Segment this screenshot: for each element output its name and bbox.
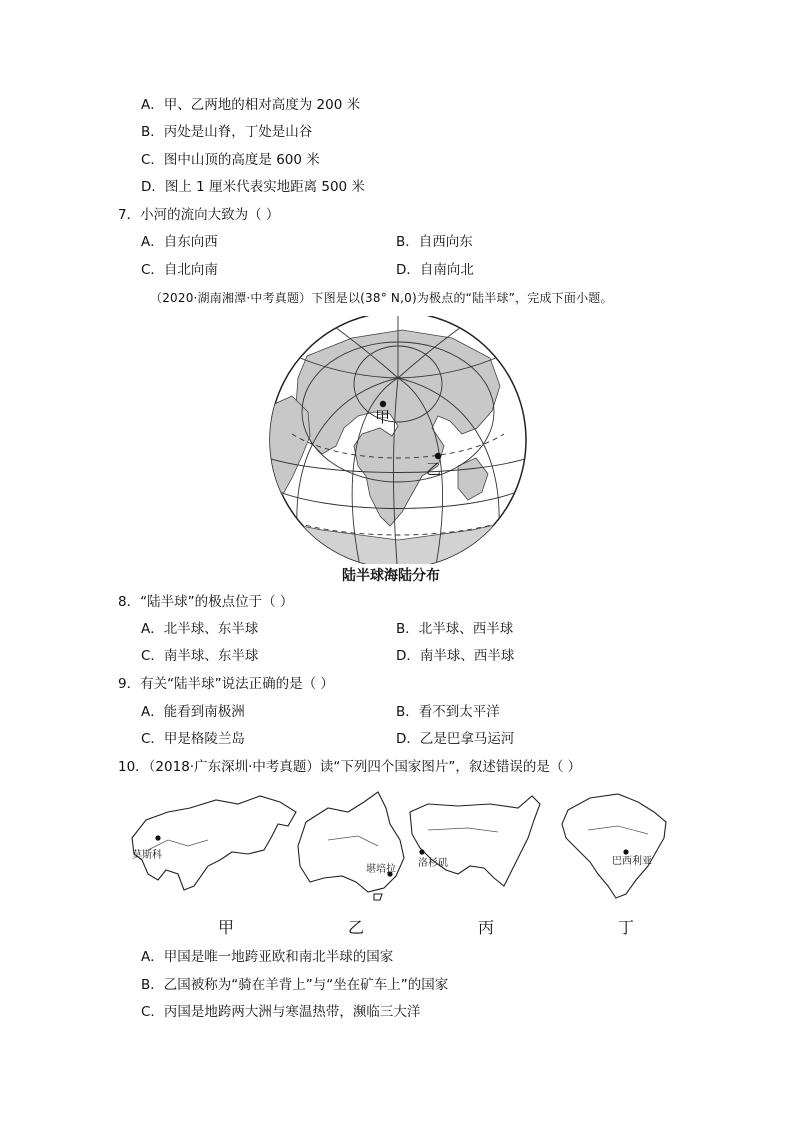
label-brasilia: 巴西利亚 <box>612 856 652 867</box>
globe-label-yi: 乙 <box>426 460 442 478</box>
q6-option-a: A．甲、乙两地的相对高度为 200 米 <box>141 97 361 113</box>
country-label-bing: 丙 <box>478 918 495 937</box>
map-australia <box>298 792 404 892</box>
q9-option-d: D．乙是巴拿马运河 <box>396 731 515 747</box>
map-russia <box>132 796 296 890</box>
q8-stem: 8．“陆半球”的极点位于（ ） <box>118 594 294 610</box>
four-country-maps <box>128 790 676 902</box>
globe-caption: 陆半球海陆分布 <box>342 568 440 584</box>
label-canberra: 堪培拉 <box>366 864 396 875</box>
q7-option-a: A．自东向西 <box>141 234 218 250</box>
city-dot-brasilia <box>623 849 628 854</box>
q10-stem: 10．（2018·广东深圳·中考真题）读“下列四个国家图片”，叙述错误的是（ ） <box>118 759 582 775</box>
q9-option-c: C．甲是格陵兰岛 <box>141 731 245 747</box>
map-brazil <box>562 794 666 898</box>
country-label-jia: 甲 <box>218 918 235 937</box>
point-jia <box>380 401 386 407</box>
q6-option-d: D．图上 1 厘米代表实地距离 500 米 <box>141 179 365 195</box>
q7-stem: 7．小河的流向大致为（ ） <box>118 207 280 223</box>
q8-option-b: B．北半球、西半球 <box>396 621 514 637</box>
country-label-yi: 乙 <box>348 918 365 937</box>
q9-option-a: A．能看到南极洲 <box>141 704 245 720</box>
q8-option-c: C．南半球、东半球 <box>141 648 259 664</box>
intro-q8-9: （2020·湖南湘潭·中考真题）下图是以(38° N,0)为极点的“陆半球”，完成下面小题。 <box>150 291 613 305</box>
q9-stem: 9．有关“陆半球”说法正确的是（ ） <box>118 676 334 692</box>
q7-option-b: B．自西向东 <box>396 234 473 250</box>
globe-label-jia: 甲 <box>375 408 391 426</box>
label-losangeles: 洛杉矶 <box>418 858 448 869</box>
q10-option-c: C．丙国是地跨两大洲与寒温热带，濒临三大洋 <box>141 1004 421 1020</box>
map-usa <box>410 796 540 886</box>
q8-option-a: A．北半球、东半球 <box>141 621 259 637</box>
country-label-ding: 丁 <box>618 918 635 937</box>
point-yi <box>435 453 441 459</box>
q6-option-c: C．图中山顶的高度是 600 米 <box>141 152 320 168</box>
city-dot-moscow <box>155 835 160 840</box>
q6-option-b: B．丙处是山脊，丁处是山谷 <box>141 124 313 140</box>
q8-option-d: D．南半球、西半球 <box>396 648 515 664</box>
land-hemisphere-globe <box>262 316 534 564</box>
q7-option-d: D．自南向北 <box>396 262 474 278</box>
city-dot-losangeles <box>419 849 424 854</box>
q7-option-c: C．自北向南 <box>141 262 218 278</box>
map-tasmania <box>374 894 382 900</box>
q10-option-b: B．乙国被称为“骑在羊背上”与“坐在矿车上”的国家 <box>141 977 449 993</box>
q9-option-b: B．看不到太平洋 <box>396 704 500 720</box>
label-moscow: 莫斯科 <box>132 850 162 861</box>
q10-option-a: A．甲国是唯一地跨亚欧和南北半球的国家 <box>141 949 394 965</box>
